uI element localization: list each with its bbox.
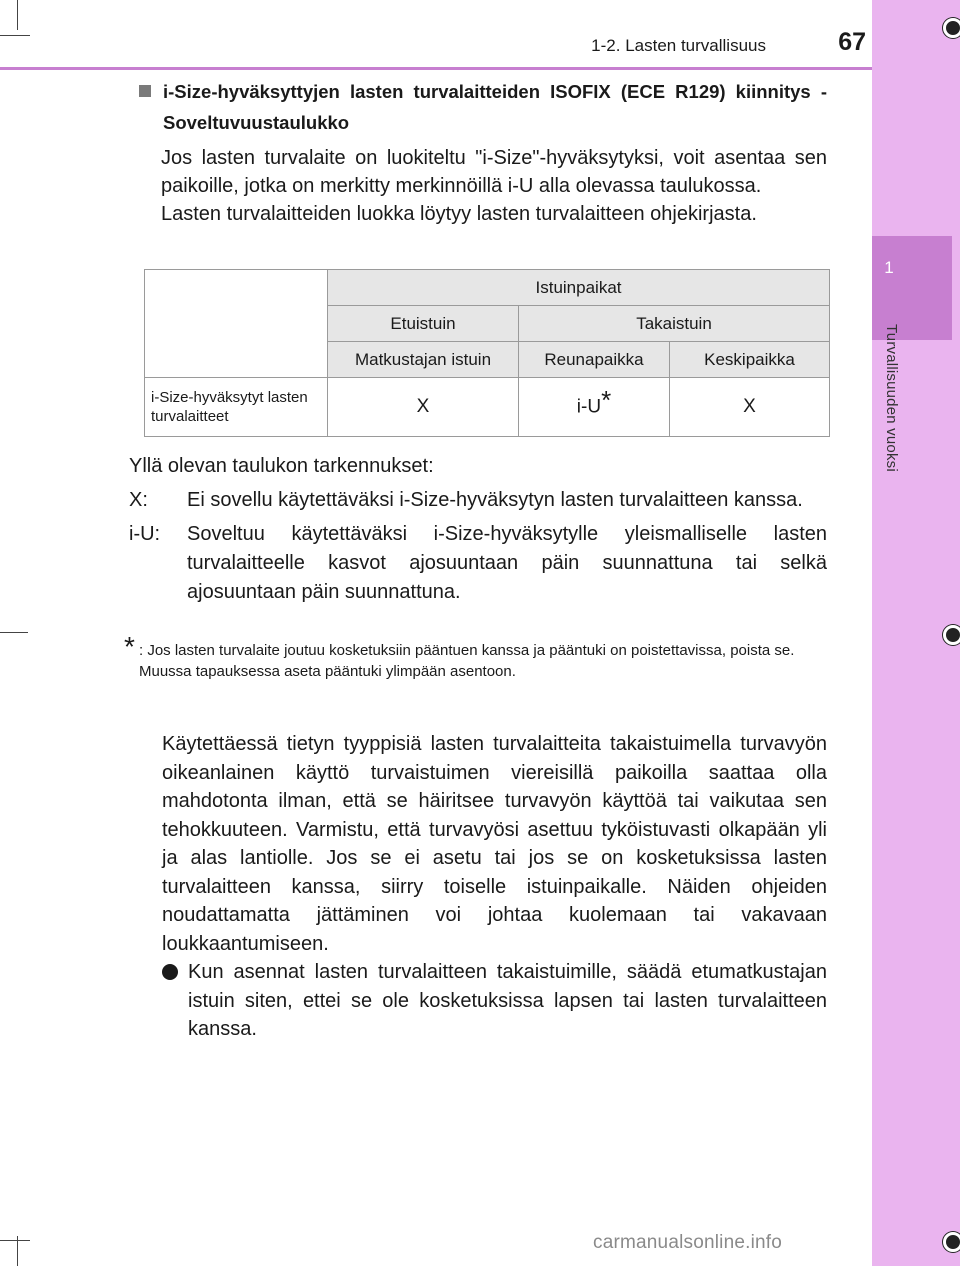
intro-paragraph: Jos lasten turvalaite on luokiteltu "i-Size"-hyväksytyksi, voit asentaa sen paikoille, jotka on merkitty merkinnöillä i-U alla olevassa taulukossa. [161, 147, 827, 197]
crop-mark [0, 35, 30, 36]
watermark: carmanualsonline.info [593, 1232, 783, 1253]
crop-mark [0, 1240, 30, 1241]
table-cell: X [670, 378, 830, 437]
crop-mark [17, 0, 18, 30]
header-rule [0, 67, 872, 70]
footnote-star: * [601, 384, 612, 415]
table-corner [145, 270, 328, 378]
definition-text: Soveltuu käytettäväksi i-Size-hyväksytylle yleismalliselle lasten turvalaitteelle kasvot ajosuuntaan päin suunnattuna tai selkä ajosuuntaan päin suunnattuna. [187, 523, 827, 603]
table-notes [129, 452, 827, 607]
bullet-icon [162, 964, 178, 980]
section-intro [139, 76, 827, 228]
definition-text: Ei sovellu käytettäväksi i-Size-hyväksytyn lasten turvalaitteen kanssa. [187, 489, 803, 511]
table-header-position: Matkustajan istuin [328, 342, 519, 378]
running-header: 1-2. Lasten turvallisuus [591, 36, 766, 55]
footnote [124, 631, 827, 682]
warning-bullet [162, 958, 827, 1044]
suitability-table [144, 269, 830, 437]
registration-mark-icon [943, 625, 960, 645]
warning-paragraph: Käytettäessä tietyn tyyppisiä lasten turvalaitteita takaistuimella turvavyön oikeanlainen käyttö turvaistuimen viereisillä paikoilla saattaa olla mahdotonta ilman, että se häiritsee turvavyön käyttöä tai vaikutaa sen tehokkuuteen. Varmistu, että turvavyösi asettuu tyköistuvasti olkapään yli ja alas lantiolle. Jos se ei asetu tai jos se on kosketuksissa lasten turvalaitteen kanssa, siirry toiselle istuinpaikalle. Näiden ohjeiden noudattamatta jättäminen voi johtaa kuolemaan tai vakavaan loukkaantumiseen. [162, 733, 827, 955]
footnote-line: : Jos lasten turvalaite joutuu kosketuksiin pääntuen kanssa ja pääntuki on poistettavissa, poista se. [139, 642, 795, 659]
table-header-seats: Istuinpaikat [328, 270, 830, 306]
notes-intro: Yllä olevan taulukon tarkennukset: [129, 455, 434, 477]
registration-mark-icon [943, 18, 960, 38]
chapter-title: Turvallisuuden vuoksi [883, 324, 900, 472]
crop-mark [0, 632, 28, 633]
page-number: 67 [838, 28, 866, 56]
section-heading [139, 76, 827, 138]
chapter-number: 1 [884, 258, 894, 277]
section-heading-text: i-Size-hyväksyttyjen lasten turvalaitteiden ISOFIX (ECE R129) kiinnitys - Soveltuvuustaulukko [163, 81, 827, 133]
table-header-front: Etuistuin [328, 306, 519, 342]
definition-key: i-U: [129, 523, 161, 545]
definition-item [129, 486, 827, 515]
table-header-rear: Takaistuin [519, 306, 830, 342]
table-cell-value: i-U [576, 396, 602, 418]
table-row [145, 378, 830, 437]
warning-bullet-text: Kun asennat lasten turvalaitteen takaistuimille, säädä etumatkustajan istuin siten, ettei se ole kosketuksissa lapsen tai lasten turvalaitteen kanssa. [188, 961, 827, 1040]
table-header-position: Keskipaikka [670, 342, 830, 378]
crop-mark [17, 1236, 18, 1266]
intro-paragraph-2: Lasten turvalaitteiden luokka löytyy lasten turvalaitteen ohjekirjasta. [161, 203, 757, 225]
footnote-line: Muussa tapauksessa aseta pääntuki ylimpään asentoon. [139, 663, 516, 680]
table-cell: X [328, 378, 519, 437]
table-header-position: Reunapaikka [519, 342, 670, 378]
definition-key: X: [129, 489, 148, 511]
footnote-star: * [124, 631, 135, 662]
table-cell [519, 378, 670, 437]
definition-item [129, 520, 827, 607]
table-row-label: i-Size-hyväksytyt lasten turvalaitteet [145, 378, 328, 437]
square-bullet-icon [139, 85, 151, 97]
registration-mark-icon [943, 1232, 960, 1252]
